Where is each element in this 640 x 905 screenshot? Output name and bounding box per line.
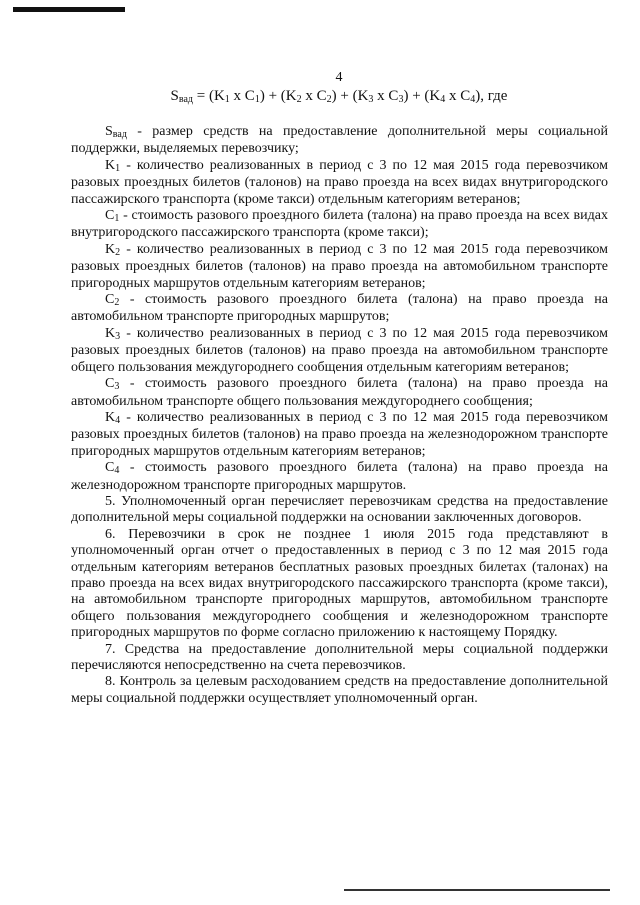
definition-c4	[71, 460, 608, 494]
definition-symbol: C	[105, 208, 115, 224]
formula-equals: =	[193, 88, 209, 104]
definition-symbol: K	[105, 409, 116, 425]
definition-subscript: 2	[114, 297, 120, 309]
formula-term-2-k-subscript: 2	[296, 94, 302, 105]
formula-term-3-c-subscript: 3	[398, 94, 404, 105]
definition-symbol: K	[105, 157, 116, 173]
formula-term-4-k-subscript: 4	[440, 94, 446, 105]
definition-symbol: C	[105, 376, 115, 392]
definition-s-vad	[71, 124, 608, 158]
definition-text: - количество реализованных в период с 3 по 12 мая 2015 года перевозчиком разовых проездных билетов (талонов) на право проезда на автомобильном транспорте общего пользования междугороднего сообщения отдельным категориям ветеранов;	[71, 325, 608, 375]
formula-term-3-close: )	[403, 88, 409, 104]
formula-term-4-c-subscript: 4	[470, 94, 476, 105]
page-number: 4	[335, 70, 343, 85]
paragraph-item-5: 5. Уполномоченный орган перечисляет перевозчикам средства на предоставление дополнительной меры социальной поддержки на основании заключенных договоров.	[71, 493, 608, 526]
definition-text: - количество реализованных в период с 3 по 12 мая 2015 года перевозчиком разовых проездных билетов (талонов) на право проезда на автомобильном транспорте пригородных маршрутов отдельным категориям ветеранов;	[71, 241, 608, 291]
definition-text: - количество реализованных в период с 3 по 12 мая 2015 года перевозчиком разовых проездных билетов (талонов) на право проезда на всех видах внутригородского пассажирского транспорта (кроме такси) отдельным категориям ветеранов;	[71, 157, 608, 207]
definition-text: - стоимость разового проездного билета (талона) на право проезда на всех видах внутригородского пассажирского транспорта (кроме такси);	[71, 208, 608, 241]
formula-term-1-open: (K	[208, 88, 225, 104]
formula-term-3-k-subscript: 3	[368, 94, 374, 105]
formula-plus-2: + (K	[336, 88, 369, 104]
definition-text: - стоимость разового проездного билета (талона) на право проезда на автомобильном транспорте общего пользования междугороднего сообщения;	[71, 376, 608, 409]
definition-subscript: 1	[114, 213, 120, 225]
formula-term-4-close: ),	[475, 88, 484, 104]
formula-term-4-mult: x C	[445, 88, 471, 104]
definition-k3	[71, 326, 608, 376]
formula-term-2-close: )	[331, 88, 337, 104]
paragraph-item-7: 7. Средства на предоставление дополнительной меры социальной поддержки перечисляются непосредственно на счета перевозчиков.	[71, 641, 608, 673]
definition-text: - стоимость разового проездного билета (талона) на право проезда на железнодорожном транспорте пригородных маршрутов.	[71, 460, 608, 493]
definition-text: - количество реализованных в период с 3 по 12 мая 2015 года перевозчиком разовых проездных билетов (талонов) на право проезда на железнодорожном транспорте пригородных маршрутов отдельным категориям ветеранов;	[71, 409, 608, 459]
formula-term-2-c-subscript: 2	[326, 94, 332, 105]
paragraph-item-6: 6. Перевозчики в срок не позднее 1 июля 2015 года представляют в уполномоченный орган отчет о предоставленных в период с 3 по 12 мая 2015 года отдельным категориям ветеранов бесплатных разовых проездных билетах (талонах) на право проезда на всех видах внутригородского пассажирского транспорта (кроме такси), на автомобильном транспорте пригородных маршрутов, автомобильном транспорте общего пользования междугороднего сообщения и железнодорожном транспорте пригородных маршрутов по форме согласно приложению к настоящему Порядку.	[71, 526, 608, 641]
definition-symbol: K	[105, 241, 116, 257]
top-rule	[13, 7, 125, 12]
definition-k2	[71, 242, 608, 292]
definition-subscript: 3	[115, 330, 121, 342]
formula-term-1-mult: x C	[229, 88, 255, 104]
paragraph-item-8: 8. Контроль за целевым расходованием средств на предоставление дополнительной меры социальной поддержки осуществляет уполномоченный орган.	[71, 674, 608, 706]
definition-c1	[71, 208, 608, 242]
formula-tail-word: где	[484, 88, 508, 104]
formula-lhs-subscript: вад	[178, 94, 193, 105]
formula-lhs-symbol: S	[170, 88, 179, 104]
definition-symbol: S	[105, 124, 113, 139]
definition-subscript: 4	[114, 465, 120, 477]
definition-subscript: 3	[114, 381, 120, 393]
definition-symbol: C	[105, 460, 115, 476]
definition-c3	[71, 376, 608, 410]
definition-text: - стоимость разового проездного билета (талона) на право проезда на автомобильном транспорте пригородных маршрутов;	[71, 292, 608, 325]
formula-plus-1: + (K	[264, 88, 297, 104]
definition-subscript: 4	[115, 414, 121, 426]
definition-subscript: вад	[112, 129, 127, 140]
definition-k4	[71, 410, 608, 460]
formula-term-1-close: )	[259, 88, 265, 104]
definition-subscript: 2	[115, 246, 121, 258]
definition-symbol: K	[105, 325, 116, 341]
document-body	[71, 124, 608, 707]
formula-term-3-mult: x C	[373, 88, 399, 104]
formula-term-1-k-subscript: 1	[224, 94, 230, 105]
definition-subscript: 1	[115, 162, 121, 174]
formula-term-1-c-subscript: 1	[254, 94, 260, 105]
definition-k1	[71, 158, 608, 208]
definition-symbol: C	[105, 292, 115, 308]
bottom-rule	[344, 889, 610, 891]
formula-plus-3: + (K	[408, 88, 441, 104]
formula	[0, 88, 640, 105]
definition-text: - размер средств на предоставление дополнительной меры социальной поддержки, выделяемых перевозчику;	[71, 124, 608, 157]
definition-c2	[71, 292, 608, 326]
formula-term-2-mult: x C	[301, 88, 327, 104]
